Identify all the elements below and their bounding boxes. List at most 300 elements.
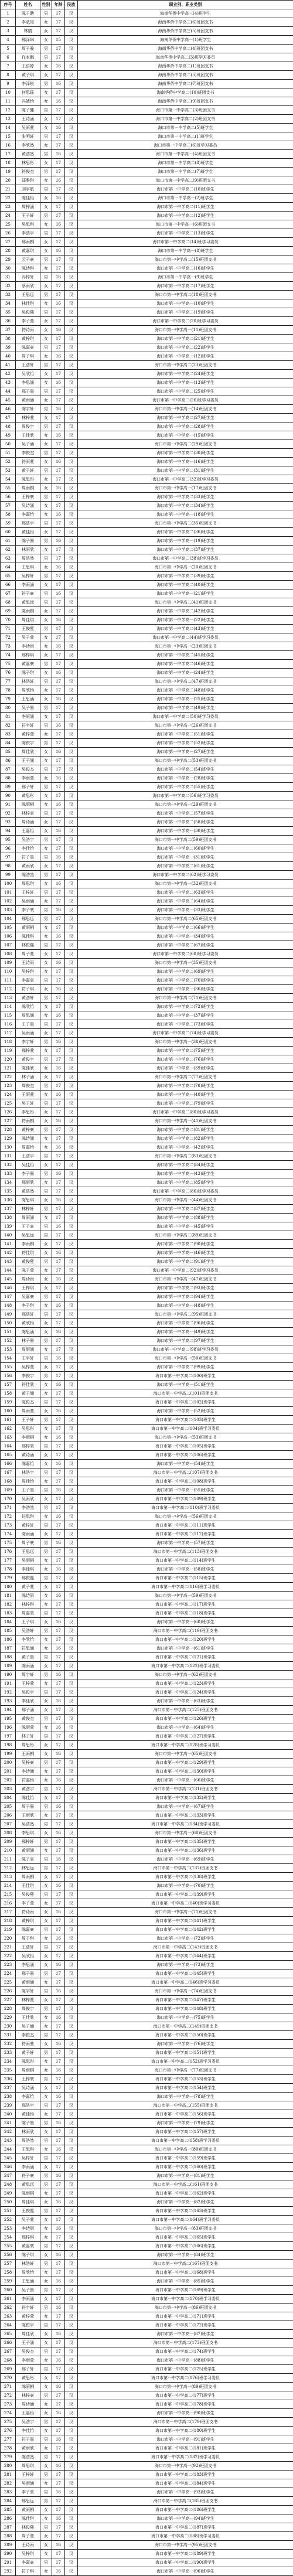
table-row [1, 1530, 293, 1539]
cell-name: 王浩宇 [16, 1152, 40, 1161]
cell-occupation: 海口市第一中学高一(14)班团支书 [78, 405, 293, 414]
cell-ethnicity: 汉 [65, 598, 78, 607]
cell-ethnicity: 汉 [65, 414, 78, 422]
cell-age: 16 [52, 800, 65, 809]
cell-index: 240 [1, 2110, 16, 2119]
cell-name: 王佳琪 [16, 1882, 40, 1890]
table-row [1, 554, 293, 563]
cell-index: 226 [1, 1987, 16, 1996]
cell-name: 邢雨桐 [16, 238, 40, 247]
cell-ethnicity: 汉 [65, 1512, 78, 1521]
cell-occupation: 海口市第一中学高二(187)班学生 [78, 2523, 293, 2532]
table-row [1, 291, 293, 299]
cell-age: 17 [52, 757, 65, 765]
cell-name: 黄浩轩 [16, 994, 40, 1003]
cell-age: 17 [52, 2506, 65, 2514]
cell-occupation: 海口市第一中学高二(188)班学习委员 [78, 2532, 293, 2541]
cell-index: 104 [1, 915, 16, 924]
cell-gender: 男 [40, 1838, 52, 1846]
cell-occupation: 海口市第一中学高二(91)班学生 [78, 1258, 293, 1266]
cell-name: 吴俊杰 [16, 2347, 40, 2356]
table-row [1, 1416, 293, 1425]
cell-occupation: 海口市第一中学高二(45)班学生 [78, 651, 293, 660]
cell-name: 黄梓轩 [16, 1521, 40, 1530]
cell-age: 16 [52, 2145, 65, 2154]
table-row [1, 2330, 293, 2339]
cell-age: 17 [52, 71, 65, 80]
cell-index: 286 [1, 2514, 16, 2523]
cell-occupation: 海口市第一中学高二(43)班学生 [78, 625, 293, 633]
cell-name: 吴子墨 [16, 2286, 40, 2295]
cell-gender: 男 [40, 598, 52, 607]
cell-occupation: 海口市第一中学高二(68)班学习委员 [78, 950, 293, 959]
cell-gender: 女 [40, 800, 52, 809]
cell-index: 99 [1, 871, 16, 880]
cell-age: 16 [52, 1249, 65, 1258]
table-row [1, 1653, 293, 1662]
cell-age: 17 [52, 264, 65, 273]
cell-gender: 女 [40, 510, 52, 519]
cell-ethnicity: 汉 [65, 343, 78, 352]
cell-index: 247 [1, 2172, 16, 2180]
cell-index: 266 [1, 2339, 16, 2347]
table-row [1, 1433, 293, 1442]
cell-occupation: 海口市第一中学高一(48)班学生 [78, 1301, 293, 1310]
cell-age: 16 [52, 352, 65, 361]
cell-index: 287 [1, 2523, 16, 2532]
table-row [1, 774, 293, 783]
cell-age: 17 [52, 2339, 65, 2347]
cell-gender: 男 [40, 2488, 52, 2497]
table-row [1, 2567, 293, 2576]
cell-name: 邢浩轩 [16, 1310, 40, 1319]
cell-ethnicity: 汉 [65, 915, 78, 924]
cell-age: 16 [52, 1592, 65, 1600]
cell-age: 17 [52, 651, 65, 660]
cell-index: 174 [1, 1530, 16, 1539]
cell-index: 61 [1, 537, 16, 546]
cell-index: 34 [1, 299, 16, 308]
cell-index: 36 [1, 317, 16, 326]
cell-gender: 女 [40, 967, 52, 976]
table-row [1, 1047, 293, 1055]
table-row [1, 1855, 293, 1864]
cell-gender: 女 [40, 2514, 52, 2523]
table-row [1, 1556, 293, 1565]
table-row [1, 1214, 293, 1222]
cell-index: 201 [1, 1767, 16, 1776]
table-row [1, 800, 293, 809]
cell-occupation: 海口市第一中学高一(67)班学生 [78, 1802, 293, 1811]
cell-gender: 男 [40, 1574, 52, 1583]
cell-index: 235 [1, 2066, 16, 2075]
cell-gender: 男 [40, 1548, 52, 1556]
cell-name: 黄嘉琪 [16, 247, 40, 255]
cell-index: 55 [1, 484, 16, 493]
cell-ethnicity: 汉 [65, 836, 78, 844]
cell-age: 17 [52, 1468, 65, 1477]
cell-gender: 女 [40, 581, 52, 590]
table-row [1, 1996, 293, 2005]
cell-occupation: 海口市第一中学高二(166)班学生 [78, 2242, 293, 2251]
table-row [1, 1073, 293, 1082]
cell-age: 16 [52, 273, 65, 282]
cell-ethnicity: 汉 [65, 1003, 78, 1011]
cell-name: 邢梓豪 [16, 1442, 40, 1451]
cell-index: 47 [1, 414, 16, 422]
cell-occupation: 海口市第一中学高二(161)班团支书 [78, 2180, 293, 2189]
cell-age: 17 [52, 2031, 65, 2040]
cell-ethnicity: 汉 [65, 1091, 78, 1099]
cell-index: 270 [1, 2374, 16, 2383]
cell-gender: 女 [40, 1266, 52, 1275]
table-row [1, 1170, 293, 1178]
cell-ethnicity: 汉 [65, 238, 78, 247]
cell-ethnicity: 汉 [65, 888, 78, 897]
cell-gender: 女 [40, 1451, 52, 1460]
cell-name: 吴俊杰 [16, 765, 40, 774]
cell-name: 陈诗雨 [16, 1592, 40, 1600]
table-row [1, 2321, 293, 2330]
cell-name: 林雨欣 [16, 2128, 40, 2137]
cell-age: 17 [52, 1099, 65, 1108]
cell-age: 16 [52, 1433, 65, 1442]
table-row [1, 97, 293, 106]
cell-ethnicity: 汉 [65, 1829, 78, 1838]
cell-gender: 女 [40, 1381, 52, 1389]
table-row [1, 633, 293, 642]
cell-index: 164 [1, 1442, 16, 1451]
cell-age: 17 [52, 9, 65, 18]
cell-name: 黄浩然 [16, 150, 40, 159]
table-row [1, 2383, 293, 2391]
cell-occupation: 海口市第一中学高二(59)班团支书 [78, 836, 293, 844]
cell-index: 252 [1, 2216, 16, 2224]
cell-gender: 女 [40, 475, 52, 484]
cell-ethnicity: 汉 [65, 1301, 78, 1310]
cell-gender: 女 [40, 1011, 52, 1020]
cell-index: 114 [1, 1003, 16, 1011]
cell-gender: 男 [40, 677, 52, 686]
cell-age: 17 [52, 1679, 65, 1688]
cell-occupation: 海口市第一中学高二(164)班学习委员 [78, 2216, 293, 2224]
cell-index: 223 [1, 1961, 16, 1970]
cell-name: 林婧 [16, 27, 40, 36]
table-row [1, 2180, 293, 2189]
cell-index: 244 [1, 2145, 16, 2154]
cell-name: 邢雨欣 [16, 1178, 40, 1187]
cell-index: 132 [1, 1161, 16, 1170]
cell-ethnicity: 汉 [65, 2251, 78, 2260]
cell-age: 17 [52, 1662, 65, 1671]
cell-name: 王思涵 [16, 2277, 40, 2286]
cell-occupation: 海口市第一中学高一(74)班团支书 [78, 1987, 293, 1996]
cell-ethnicity: 汉 [65, 818, 78, 827]
cell-index: 262 [1, 2304, 16, 2312]
cell-occupation: 海口市第一中学高一(52)班学生 [78, 1407, 293, 1416]
cell-age: 17 [52, 2128, 65, 2137]
table-row [1, 36, 293, 45]
cell-index: 14 [1, 124, 16, 132]
cell-name: 吴子萱 [16, 2216, 40, 2224]
cell-name: 林梓萱 [16, 1996, 40, 2005]
cell-index: 180 [1, 1583, 16, 1592]
cell-name: 周思彤 [16, 1741, 40, 1750]
cell-occupation: 海口市第一中学高二(2)班团支书 [78, 115, 293, 124]
cell-name: 冯梓轩 [16, 273, 40, 282]
cell-index: 116 [1, 1020, 16, 1029]
cell-gender: 女 [40, 897, 52, 906]
cell-occupation: 海口市第一中学高二(139)班学生 [78, 1890, 293, 1899]
cell-occupation: 海口市第一中学高二(154)班学生 [78, 2084, 293, 2093]
cell-occupation: 海口市第一中学高二(151)班学生 [78, 2049, 293, 2057]
cell-ethnicity: 汉 [65, 2514, 78, 2523]
cell-ethnicity: 汉 [65, 704, 78, 713]
cell-occupation: 海口市第一中学高二(146)班学习委员 [78, 1978, 293, 1987]
table-row [1, 713, 293, 721]
cell-gender: 女 [40, 774, 52, 783]
cell-name: 周浩然 [16, 2137, 40, 2145]
cell-gender: 女 [40, 97, 52, 106]
cell-age: 16 [52, 774, 65, 783]
cell-occupation: 海口市第一中学高二(63)班学生 [78, 888, 293, 897]
cell-index: 290 [1, 2550, 16, 2558]
cell-occupation: 海口市第一中学高二(125)班团支书 [78, 1706, 293, 1715]
cell-name: 林梓轩 [16, 1205, 40, 1214]
table-row [1, 1759, 293, 1767]
cell-occupation: 海口市第一中学高二(82)班学生 [78, 1134, 293, 1143]
cell-age: 17 [52, 229, 65, 238]
cell-name: 林俊熙 [16, 2523, 40, 2532]
cell-index: 206 [1, 1811, 16, 1820]
cell-name: 云子豪 [16, 255, 40, 264]
cell-occupation: 海口市第一中学高二(18)班团支书 [78, 291, 293, 299]
cell-name: 邢浩宇 [16, 2101, 40, 2110]
cell-ethnicity: 汉 [65, 1108, 78, 1117]
cell-ethnicity: 汉 [65, 2462, 78, 2471]
cell-gender: 女 [40, 2145, 52, 2154]
table-row [1, 2189, 293, 2198]
cell-gender: 男 [40, 941, 52, 950]
cell-name: 陈俊宇 [16, 2321, 40, 2330]
cell-index: 93 [1, 818, 16, 827]
cell-name: 王雨欣 [16, 1811, 40, 1820]
cell-name: 周雨桐 [16, 484, 40, 493]
cell-gender: 男 [40, 255, 52, 264]
cell-gender: 女 [40, 1961, 52, 1970]
cell-age: 17 [52, 686, 65, 695]
cell-gender: 男 [40, 2049, 52, 2057]
cell-gender: 女 [40, 1240, 52, 1249]
cell-occupation: 海口市第一中学高一(28)班学生 [78, 774, 293, 783]
cell-name: 周思琪 [16, 2462, 40, 2471]
table-row [1, 1952, 293, 1961]
cell-occupation: 海口市第一中学高二(134)班学习委员 [78, 1820, 293, 1829]
cell-age: 17 [52, 2550, 65, 2558]
cell-name: 吴思彤 [16, 1425, 40, 1433]
cell-age: 17 [52, 255, 65, 264]
table-row [1, 2541, 293, 2550]
cell-index: 48 [1, 422, 16, 431]
cell-age: 17 [52, 528, 65, 537]
cell-occupation: 海口市第一中学高二(19)班学生 [78, 308, 293, 317]
cell-gender: 女 [40, 1178, 52, 1187]
table-row [1, 71, 293, 80]
cell-gender: 女 [40, 2066, 52, 2075]
cell-gender: 男 [40, 1038, 52, 1047]
cell-age: 16 [52, 985, 65, 994]
cell-index: 178 [1, 1565, 16, 1574]
cell-ethnicity: 汉 [65, 1882, 78, 1890]
cell-age: 17 [52, 282, 65, 291]
cell-gender: 男 [40, 1468, 52, 1477]
cell-gender: 女 [40, 1363, 52, 1372]
cell-gender: 男 [40, 783, 52, 792]
cell-age: 17 [52, 2532, 65, 2541]
cell-occupation: 海口市第一中学高二(61)班学生 [78, 862, 293, 871]
cell-age: 17 [52, 1372, 65, 1381]
cell-ethnicity: 汉 [65, 176, 78, 185]
cell-name: 李浩宇 [16, 229, 40, 238]
table-row [1, 1521, 293, 1530]
cell-occupation: 海口市第一中学高二(22)班学生 [78, 343, 293, 352]
cell-index: 107 [1, 941, 16, 950]
cell-ethnicity: 汉 [65, 27, 78, 36]
cell-index: 285 [1, 2506, 16, 2514]
cell-name: 周欣怡 [16, 2268, 40, 2277]
cell-age: 17 [52, 1319, 65, 1328]
cell-age: 17 [52, 897, 65, 906]
cell-age: 16 [52, 932, 65, 941]
cell-gender: 女 [40, 546, 52, 554]
cell-age: 17 [52, 1530, 65, 1539]
cell-name: 吴浩然 [16, 1820, 40, 1829]
cell-ethnicity: 汉 [65, 1934, 78, 1943]
table-row [1, 2427, 293, 2435]
cell-occupation: 海口市第一中学高二(122)班学习委员 [78, 1662, 293, 1671]
cell-age: 17 [52, 581, 65, 590]
cell-ethnicity: 汉 [65, 1381, 78, 1389]
cell-age: 17 [52, 1521, 65, 1530]
cell-occupation: 海口市第一中学高一(58)班学生 [78, 1565, 293, 1574]
table-row [1, 2304, 293, 2312]
cell-ethnicity: 汉 [65, 2180, 78, 2189]
cell-age: 17 [52, 2268, 65, 2277]
cell-ethnicity: 汉 [65, 1266, 78, 1275]
cell-occupation: 海口市第一中学高二(109)班学生 [78, 1495, 293, 1504]
cell-gender: 男 [40, 1258, 52, 1266]
cell-index: 166 [1, 1460, 16, 1468]
cell-gender: 男 [40, 308, 52, 317]
cell-occupation: 海口市第一中学高一(85)班学生 [78, 2277, 293, 2286]
cell-ethnicity: 汉 [65, 1451, 78, 1460]
cell-index: 5 [1, 45, 16, 53]
table-row [1, 1363, 293, 1372]
cell-age: 17 [52, 1416, 65, 1425]
cell-name: 符子墨 [16, 853, 40, 862]
cell-name: 黄梓琪 [16, 335, 40, 343]
cell-gender: 女 [40, 1592, 52, 1600]
cell-name: 陈佳怡 [16, 1794, 40, 1802]
cell-index: 271 [1, 2383, 16, 2391]
cell-index: 77 [1, 677, 16, 686]
cell-occupation: 海口市第一中学高一(55)班学生 [78, 1486, 293, 1495]
cell-age: 17 [52, 1548, 65, 1556]
cell-gender: 男 [40, 212, 52, 220]
cell-ethnicity: 汉 [65, 519, 78, 528]
cell-occupation: 海口市第一中学高二(20)班学习委员 [78, 317, 293, 326]
cell-ethnicity: 汉 [65, 2435, 78, 2444]
cell-occupation: 海口市第一中学高一(49)班学生 [78, 1328, 293, 1337]
cell-gender: 女 [40, 176, 52, 185]
cell-ethnicity: 汉 [65, 1363, 78, 1372]
cell-ethnicity: 汉 [65, 1222, 78, 1231]
cell-ethnicity: 汉 [65, 572, 78, 581]
cell-occupation: 海口市第一中学高二(17)班学生 [78, 282, 293, 291]
cell-ethnicity: 汉 [65, 2506, 78, 2514]
cell-age: 17 [52, 159, 65, 168]
cell-age: 17 [52, 915, 65, 924]
cell-ethnicity: 汉 [65, 229, 78, 238]
cell-index: 148 [1, 1301, 16, 1310]
cell-age: 17 [52, 1846, 65, 1855]
cell-ethnicity: 汉 [65, 739, 78, 748]
table-row [1, 1407, 293, 1416]
cell-gender: 男 [40, 1372, 52, 1381]
cell-occupation: 海口市第一中学高二(32)班学习委员 [78, 475, 293, 484]
cell-occupation: 海口市第一中学高二(123)班学生 [78, 1679, 293, 1688]
cell-gender: 男 [40, 291, 52, 299]
table-row [1, 2075, 293, 2084]
table-row [1, 2418, 293, 2427]
cell-occupation: 海口市第一中学高一(16)班学生 [78, 458, 293, 466]
table-row [1, 220, 293, 229]
cell-name: 吴浩宇 [16, 2418, 40, 2427]
cell-age: 17 [52, 1231, 65, 1240]
cell-name: 王思琪 [16, 563, 40, 572]
cell-ethnicity: 汉 [65, 528, 78, 537]
cell-age: 17 [52, 2137, 65, 2145]
table-row [1, 1785, 293, 1794]
cell-gender: 女 [40, 1996, 52, 2005]
cell-name: 李佳怡 [16, 2427, 40, 2435]
cell-gender: 女 [40, 528, 52, 537]
table-row [1, 18, 293, 27]
cell-name: 林思彤 [16, 159, 40, 168]
cell-ethnicity: 汉 [65, 827, 78, 836]
cell-ethnicity: 汉 [65, 1055, 78, 1064]
cell-index: 145 [1, 1275, 16, 1284]
cell-name: 李俊杰 [16, 449, 40, 458]
table-row [1, 475, 293, 484]
cell-index: 278 [1, 2444, 16, 2453]
cell-age: 16 [52, 1882, 65, 1890]
cell-index: 150 [1, 1319, 16, 1328]
cell-name: 吴雨涵 [16, 897, 40, 906]
cell-age: 17 [52, 546, 65, 554]
cell-age: 16 [52, 2013, 65, 2022]
cell-ethnicity: 汉 [65, 941, 78, 950]
cell-gender: 男 [40, 2137, 52, 2145]
cell-age: 17 [52, 2242, 65, 2251]
cell-ethnicity: 汉 [65, 106, 78, 115]
cell-name: 吴梓琪 [16, 2550, 40, 2558]
cell-occupation: 海口市第一中学高二(35)班团支书 [78, 519, 293, 528]
cell-gender: 女 [40, 633, 52, 642]
cell-index: 275 [1, 2418, 16, 2427]
cell-gender: 男 [40, 2558, 52, 2567]
cell-name: 李思琪 [16, 1829, 40, 1838]
